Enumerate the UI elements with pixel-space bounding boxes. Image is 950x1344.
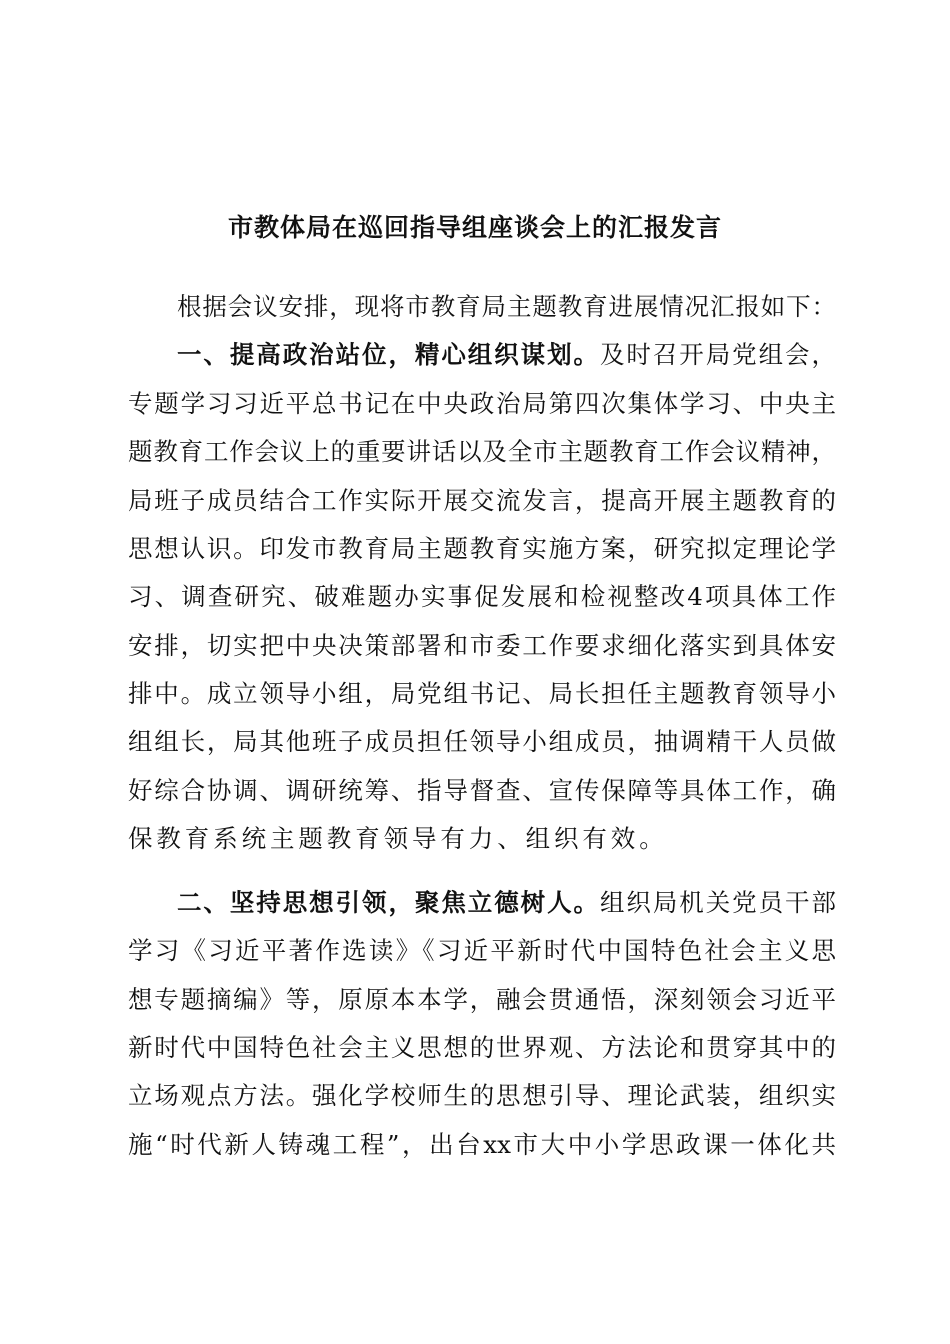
- intro-paragraph: 根据会议安排，现将市教育局主题教育进展情况汇报如下：: [177, 292, 836, 321]
- section1-line: 专题学习习近平总书记在中央政治局第四次集体学习、中央主: [128, 389, 836, 418]
- section2-first-line-text: 组织局机关党员干部: [600, 888, 836, 917]
- section1-heading: 一、提高政治站位，精心组织谋划。: [177, 340, 600, 369]
- section2-line: 立场观点方法。强化学校师生的思想引导、理论武装，组织实: [128, 1081, 836, 1110]
- section2-line: 施“时代新人铸魂工程”，出台xx市大中小学思政课一体化共: [128, 1130, 836, 1159]
- section1-line: 好综合协调、调研统筹、指导督查、宣传保障等具体工作，确: [128, 776, 836, 805]
- section1-line: 题教育工作会议上的重要讲话以及全市主题教育工作会议精神，: [128, 437, 836, 466]
- section1-line: 思想认识。印发市教育局主题教育实施方案，研究拟定理论学: [128, 534, 836, 563]
- section1-line: 局班子成员结合工作实际开展交流发言，提高开展主题教育的: [128, 486, 836, 515]
- section2-line: 想专题摘编》等，原原本本学，融会贯通悟，深刻领会习近平: [128, 985, 836, 1014]
- section2-line: 学习《习近平著作选读》《习近平新时代中国特色社会主义思: [128, 936, 836, 965]
- document-title: 市教体局在巡回指导组座谈会上的汇报发言: [227, 213, 722, 242]
- section1-line: 安排，切实把中央决策部署和市委工作要求细化落实到具体安: [128, 631, 836, 660]
- section2-heading: 二、坚持思想引领，聚焦立德树人。: [177, 888, 600, 917]
- section1-line: 习、调查研究、破难题办实事促发展和检视整改4项具体工作: [128, 582, 836, 611]
- section1-line: 保教育系统主题教育领导有力、组织有效。: [128, 824, 668, 853]
- section1-line: 排中。成立领导小组，局党组书记、局长担任主题教育领导小: [128, 679, 836, 708]
- section1-line: 组组长，局其他班子成员担任领导小组成员，抽调精干人员做: [128, 727, 836, 756]
- section1-first-line: [177, 331, 836, 379]
- section2-line: 新时代中国特色社会主义思想的世界观、方法论和贯穿其中的: [128, 1033, 836, 1062]
- section2-first-line: [177, 879, 836, 927]
- section1-first-line-text: 及时召开局党组会，: [600, 340, 836, 369]
